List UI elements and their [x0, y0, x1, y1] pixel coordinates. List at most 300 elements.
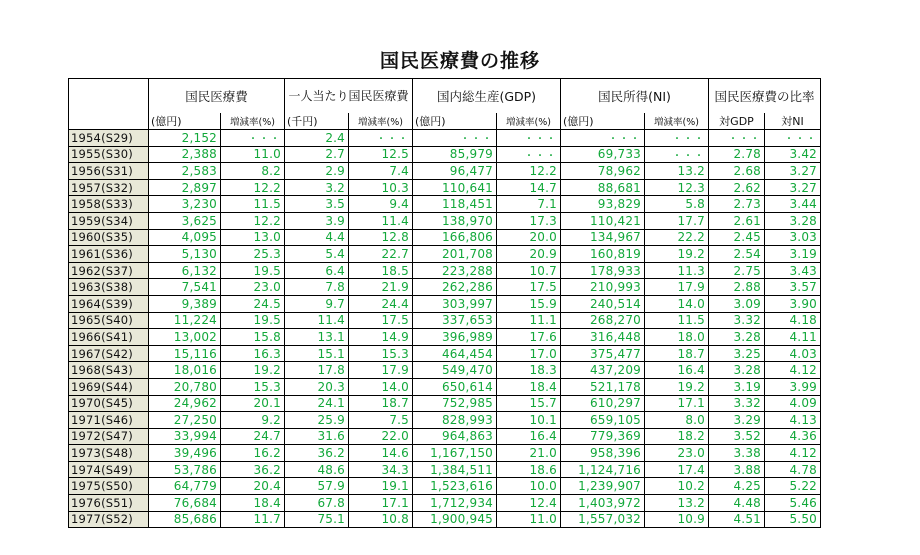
table-row	[69, 345, 821, 362]
table-cell: 9,389	[149, 295, 221, 312]
table-cell: 19.5	[221, 262, 285, 279]
table-cell: 5,130	[149, 246, 221, 263]
table-row	[69, 163, 821, 180]
table-cell: 19.2	[645, 378, 709, 395]
table-cell: 3.99	[765, 378, 821, 395]
table-cell: 3.90	[765, 295, 821, 312]
table-cell: 20.3	[285, 378, 349, 395]
table-cell: 262,286	[413, 279, 497, 296]
table-cell: 22.7	[349, 246, 413, 263]
table-cell: 1,900,945	[413, 511, 497, 528]
table-cell: 25.3	[221, 246, 285, 263]
table-cell: 3,625	[149, 212, 221, 229]
table-row	[69, 412, 821, 429]
table-cell: 18.2	[645, 428, 709, 445]
table-cell: 7.8	[285, 279, 349, 296]
table-cell: 3.29	[709, 412, 765, 429]
year-cell: 1955(S30)	[69, 146, 149, 163]
table-cell: 19.2	[221, 362, 285, 379]
year-cell: 1965(S40)	[69, 312, 149, 329]
table-cell: 8.2	[221, 163, 285, 180]
table-cell: 437,209	[561, 362, 645, 379]
table-cell: 4.12	[765, 362, 821, 379]
table-cell: 396,989	[413, 329, 497, 346]
table-cell: 3.28	[709, 362, 765, 379]
table-cell: 9.2	[221, 412, 285, 429]
table-cell: 375,477	[561, 345, 645, 362]
table-cell: 2.45	[709, 229, 765, 246]
table-body	[69, 130, 821, 528]
table-cell: 27,250	[149, 412, 221, 429]
table-cell: 4.18	[765, 312, 821, 329]
year-cell: 1974(S49)	[69, 461, 149, 478]
table-cell: 11.0	[497, 511, 561, 528]
table-cell: 3.19	[765, 246, 821, 263]
table-cell: 24,962	[149, 395, 221, 412]
table-cell: 20.1	[221, 395, 285, 412]
table-cell: 4,095	[149, 229, 221, 246]
year-cell: 1970(S45)	[69, 395, 149, 412]
year-cell: 1962(S37)	[69, 262, 149, 279]
table-cell: 17.1	[645, 395, 709, 412]
table-cell: ・・・	[645, 130, 709, 147]
table-cell: 13.1	[285, 329, 349, 346]
table-cell: 118,451	[413, 196, 497, 213]
table-cell: 4.36	[765, 428, 821, 445]
table-cell: 14.9	[349, 329, 413, 346]
table-cell: 24.7	[221, 428, 285, 445]
table-row	[69, 295, 821, 312]
table-cell: 31.6	[285, 428, 349, 445]
table-cell: 14.0	[349, 378, 413, 395]
table-cell: 13.0	[221, 229, 285, 246]
table-cell: 3.32	[709, 312, 765, 329]
sub-header: 増減率(%)	[221, 113, 285, 130]
table-cell: 2.62	[709, 179, 765, 196]
table-cell: 5.50	[765, 511, 821, 528]
table-cell: 10.7	[497, 262, 561, 279]
table-cell: 316,448	[561, 329, 645, 346]
table-cell: 12.2	[221, 212, 285, 229]
table-cell: 10.3	[349, 179, 413, 196]
table-row	[69, 378, 821, 395]
table-cell: 19.2	[645, 246, 709, 263]
table-cell: 23.0	[221, 279, 285, 296]
table-cell: 17.1	[349, 495, 413, 512]
table-row	[69, 395, 821, 412]
table-cell: ・・・	[561, 130, 645, 147]
table-cell: 5.22	[765, 478, 821, 495]
group-header: 国民所得(NI)	[561, 79, 709, 114]
table-cell: 3.19	[709, 378, 765, 395]
table-cell: 34.3	[349, 461, 413, 478]
table-cell: 20.4	[221, 478, 285, 495]
table-cell: 21.9	[349, 279, 413, 296]
year-cell: 1959(S34)	[69, 212, 149, 229]
year-cell: 1961(S36)	[69, 246, 149, 263]
table-cell: 17.6	[497, 329, 561, 346]
table-cell: 15.7	[497, 395, 561, 412]
table-cell: 3.9	[285, 212, 349, 229]
table-cell: 2.68	[709, 163, 765, 180]
table-cell: 14.0	[645, 295, 709, 312]
table-cell: 1,523,616	[413, 478, 497, 495]
table-cell: 15.9	[497, 295, 561, 312]
table-cell: 4.4	[285, 229, 349, 246]
table-cell: 17.7	[645, 212, 709, 229]
sub-header: 増減率(%)	[497, 113, 561, 130]
table-cell: 12.2	[497, 163, 561, 180]
year-cell: 1958(S33)	[69, 196, 149, 213]
table-cell: 11.5	[221, 196, 285, 213]
table-cell: 20.0	[497, 229, 561, 246]
sub-header: (億円)	[413, 113, 497, 130]
table-cell: 18.7	[645, 345, 709, 362]
table-cell: 3,230	[149, 196, 221, 213]
table-row	[69, 179, 821, 196]
year-cell: 1968(S43)	[69, 362, 149, 379]
table-cell: 650,614	[413, 378, 497, 395]
table-cell: 3.88	[709, 461, 765, 478]
table-cell: ・・・	[413, 130, 497, 147]
table-cell: 4.78	[765, 461, 821, 478]
table-cell: 12.3	[645, 179, 709, 196]
table-cell: 521,178	[561, 378, 645, 395]
table-cell: 96,477	[413, 163, 497, 180]
table-cell: 6.4	[285, 262, 349, 279]
group-header: 一人当たり国民医療費	[285, 79, 413, 114]
table-row	[69, 262, 821, 279]
table-cell: 69,733	[561, 146, 645, 163]
group-header: 国民医療費	[149, 79, 285, 114]
table-cell: 16.2	[221, 445, 285, 462]
table-cell: 8.0	[645, 412, 709, 429]
table-cell: 2,152	[149, 130, 221, 147]
table-row	[69, 229, 821, 246]
table-cell: 17.9	[645, 279, 709, 296]
table-cell: 2,583	[149, 163, 221, 180]
table-cell: 3.2	[285, 179, 349, 196]
table-cell: 2,897	[149, 179, 221, 196]
table-cell: 12.5	[349, 146, 413, 163]
table-cell: 2.9	[285, 163, 349, 180]
table-cell: 610,297	[561, 395, 645, 412]
year-cell: 1976(S51)	[69, 495, 149, 512]
table-cell: 240,514	[561, 295, 645, 312]
table-cell: 134,967	[561, 229, 645, 246]
table-cell: 4.12	[765, 445, 821, 462]
table-cell: 779,369	[561, 428, 645, 445]
year-cell: 1967(S42)	[69, 345, 149, 362]
table-cell: 18.0	[645, 329, 709, 346]
table-cell: 13.2	[645, 163, 709, 180]
table-cell: 7.4	[349, 163, 413, 180]
group-header: 国民医療費の比率	[709, 79, 821, 114]
table-cell: 18.4	[221, 495, 285, 512]
table-cell: 11.4	[285, 312, 349, 329]
table-cell: 138,970	[413, 212, 497, 229]
table-cell: ・・・	[497, 146, 561, 163]
table-cell: 12.4	[497, 495, 561, 512]
table-cell: 11.4	[349, 212, 413, 229]
table-cell: 6,132	[149, 262, 221, 279]
table-cell: 78,962	[561, 163, 645, 180]
table-cell: 1,239,907	[561, 478, 645, 495]
table-cell: 12.2	[221, 179, 285, 196]
table-cell: 3.28	[765, 212, 821, 229]
table-cell: 11.5	[645, 312, 709, 329]
table-row	[69, 428, 821, 445]
table-cell: 10.2	[645, 478, 709, 495]
table-cell: 3.27	[765, 179, 821, 196]
table-cell: 1,403,972	[561, 495, 645, 512]
table-cell: 24.1	[285, 395, 349, 412]
table-cell: 2.88	[709, 279, 765, 296]
table-cell: 15.3	[221, 378, 285, 395]
table-cell: ・・・	[349, 130, 413, 147]
table-cell: 22.2	[645, 229, 709, 246]
table-cell: ・・・	[709, 130, 765, 147]
table-cell: 3.43	[765, 262, 821, 279]
table-cell: 21.0	[497, 445, 561, 462]
table-cell: 25.9	[285, 412, 349, 429]
table-cell: 15.8	[221, 329, 285, 346]
table-cell: 1,712,934	[413, 495, 497, 512]
table-cell: 4.13	[765, 412, 821, 429]
table-cell: 337,653	[413, 312, 497, 329]
table-cell: 752,985	[413, 395, 497, 412]
table-row	[69, 478, 821, 495]
sub-header: 対GDP	[709, 113, 765, 130]
table-cell: 7,541	[149, 279, 221, 296]
table-cell: 18.6	[497, 461, 561, 478]
table-cell: 110,641	[413, 179, 497, 196]
table-cell: 75.1	[285, 511, 349, 528]
table-cell: 2.4	[285, 130, 349, 147]
table-cell: 3.5	[285, 196, 349, 213]
table-cell: 5.4	[285, 246, 349, 263]
table-cell: ・・・	[497, 130, 561, 147]
year-cell: 1975(S50)	[69, 478, 149, 495]
table-cell: 4.09	[765, 395, 821, 412]
table-cell: 16.4	[645, 362, 709, 379]
table-cell: 2,388	[149, 146, 221, 163]
table-cell: 2.54	[709, 246, 765, 263]
table-row	[69, 495, 821, 512]
table-cell: 18.7	[349, 395, 413, 412]
year-cell: 1973(S48)	[69, 445, 149, 462]
table-cell: 10.0	[497, 478, 561, 495]
table-cell: 39,496	[149, 445, 221, 462]
year-cell: 1963(S38)	[69, 279, 149, 296]
table-cell: 17.3	[497, 212, 561, 229]
table-cell: 2.73	[709, 196, 765, 213]
table-cell: 23.0	[645, 445, 709, 462]
table-cell: 9.7	[285, 295, 349, 312]
table-cell: 223,288	[413, 262, 497, 279]
table-cell: 14.6	[349, 445, 413, 462]
table-cell: 10.1	[497, 412, 561, 429]
table-cell: 64,779	[149, 478, 221, 495]
table-cell: 18.3	[497, 362, 561, 379]
table-cell: 9.4	[349, 196, 413, 213]
table-cell: 3.25	[709, 345, 765, 362]
page-title: 国民医療費の推移	[379, 50, 540, 72]
year-cell: 1957(S32)	[69, 179, 149, 196]
medical-expense-table	[68, 78, 821, 528]
table-row	[69, 246, 821, 263]
year-cell: 1964(S39)	[69, 295, 149, 312]
year-cell: 1966(S41)	[69, 329, 149, 346]
table-cell: 3.52	[709, 428, 765, 445]
table-cell: 268,270	[561, 312, 645, 329]
table-row	[69, 196, 821, 213]
table-cell: 10.9	[645, 511, 709, 528]
table-row	[69, 212, 821, 229]
table-cell: 15,116	[149, 345, 221, 362]
table-cell: 3.38	[709, 445, 765, 462]
table-cell: 201,708	[413, 246, 497, 263]
group-header-row	[69, 79, 821, 114]
table-cell: 4.25	[709, 478, 765, 495]
table-cell: 18.4	[497, 378, 561, 395]
table-cell: 3.03	[765, 229, 821, 246]
table-cell: 11,224	[149, 312, 221, 329]
table-cell: 11.0	[221, 146, 285, 163]
table-cell: 7.5	[349, 412, 413, 429]
table-cell: 33,994	[149, 428, 221, 445]
table-cell: 16.4	[497, 428, 561, 445]
table-cell: 3.28	[709, 329, 765, 346]
table-cell: 3.09	[709, 295, 765, 312]
table-cell: 18,016	[149, 362, 221, 379]
table-cell: 24.5	[221, 295, 285, 312]
table-row	[69, 312, 821, 329]
table-cell: 36.2	[221, 461, 285, 478]
sub-header-row	[69, 113, 821, 130]
table-row	[69, 146, 821, 163]
table-cell: 85,979	[413, 146, 497, 163]
table-cell: 15.3	[349, 345, 413, 362]
table-cell: 7.1	[497, 196, 561, 213]
table-row	[69, 445, 821, 462]
table-cell: 16.3	[221, 345, 285, 362]
table-cell: 4.48	[709, 495, 765, 512]
table-cell: 11.3	[645, 262, 709, 279]
table-cell: 1,167,150	[413, 445, 497, 462]
table-cell: 2.78	[709, 146, 765, 163]
sub-header: (億円)	[561, 113, 645, 130]
table-cell: 3.32	[709, 395, 765, 412]
table-cell: 5.46	[765, 495, 821, 512]
table-cell: 2.61	[709, 212, 765, 229]
table-cell: 1,384,511	[413, 461, 497, 478]
table-cell: 464,454	[413, 345, 497, 362]
group-header: 国内総生産(GDP)	[413, 79, 561, 114]
table-cell: 210,993	[561, 279, 645, 296]
table-cell: 4.03	[765, 345, 821, 362]
table-cell: 93,829	[561, 196, 645, 213]
sub-header: 対NI	[765, 113, 821, 130]
table-cell: 659,105	[561, 412, 645, 429]
table-cell: 3.44	[765, 196, 821, 213]
table-cell: 10.8	[349, 511, 413, 528]
table-cell: 166,806	[413, 229, 497, 246]
year-cell: 1971(S46)	[69, 412, 149, 429]
table-cell: 958,396	[561, 445, 645, 462]
table-row	[69, 130, 821, 147]
table-cell: 17.8	[285, 362, 349, 379]
table-cell: 549,470	[413, 362, 497, 379]
table-cell: 178,933	[561, 262, 645, 279]
year-cell: 1972(S47)	[69, 428, 149, 445]
table-cell: 17.5	[497, 279, 561, 296]
table-cell: 19.1	[349, 478, 413, 495]
table-cell: 110,421	[561, 212, 645, 229]
table-cell: ・・・	[765, 130, 821, 147]
table-cell: 3.57	[765, 279, 821, 296]
table-cell: 17.5	[349, 312, 413, 329]
table-cell: 12.8	[349, 229, 413, 246]
table-cell: 15.1	[285, 345, 349, 362]
table-cell: 3.42	[765, 146, 821, 163]
table-cell: 5.8	[645, 196, 709, 213]
table-cell: 13.2	[645, 495, 709, 512]
table-cell: 76,684	[149, 495, 221, 512]
table-cell: 17.4	[645, 461, 709, 478]
table-cell: 88,681	[561, 179, 645, 196]
year-cell: 1969(S44)	[69, 378, 149, 395]
table-cell: 11.1	[497, 312, 561, 329]
table-row	[69, 511, 821, 528]
table-cell: 24.4	[349, 295, 413, 312]
table-cell: 17.0	[497, 345, 561, 362]
table-cell: ・・・	[221, 130, 285, 147]
table-cell: ・・・	[645, 146, 709, 163]
table-cell: 13,002	[149, 329, 221, 346]
table-cell: 14.7	[497, 179, 561, 196]
table-cell: 964,863	[413, 428, 497, 445]
table-cell: 57.9	[285, 478, 349, 495]
table-cell: 18.5	[349, 262, 413, 279]
year-cell: 1956(S31)	[69, 163, 149, 180]
table-row	[69, 279, 821, 296]
year-header	[69, 79, 149, 130]
table-cell: 1,124,716	[561, 461, 645, 478]
table-row	[69, 362, 821, 379]
table-cell: 20,780	[149, 378, 221, 395]
table-cell: 160,819	[561, 246, 645, 263]
table-cell: 4.11	[765, 329, 821, 346]
year-cell: 1977(S52)	[69, 511, 149, 528]
table-cell: 2.75	[709, 262, 765, 279]
table-cell: 53,786	[149, 461, 221, 478]
table-cell: 36.2	[285, 445, 349, 462]
table-cell: 22.0	[349, 428, 413, 445]
table-cell: 4.51	[709, 511, 765, 528]
table-cell: 3.27	[765, 163, 821, 180]
table-cell: 85,686	[149, 511, 221, 528]
table-cell: 2.7	[285, 146, 349, 163]
table-cell: 48.6	[285, 461, 349, 478]
year-cell: 1954(S29)	[69, 130, 149, 147]
table-cell: 17.9	[349, 362, 413, 379]
table-cell: 1,557,032	[561, 511, 645, 528]
table-row	[69, 329, 821, 346]
table-cell: 67.8	[285, 495, 349, 512]
sub-header: (千円)	[285, 113, 349, 130]
year-cell: 1960(S35)	[69, 229, 149, 246]
